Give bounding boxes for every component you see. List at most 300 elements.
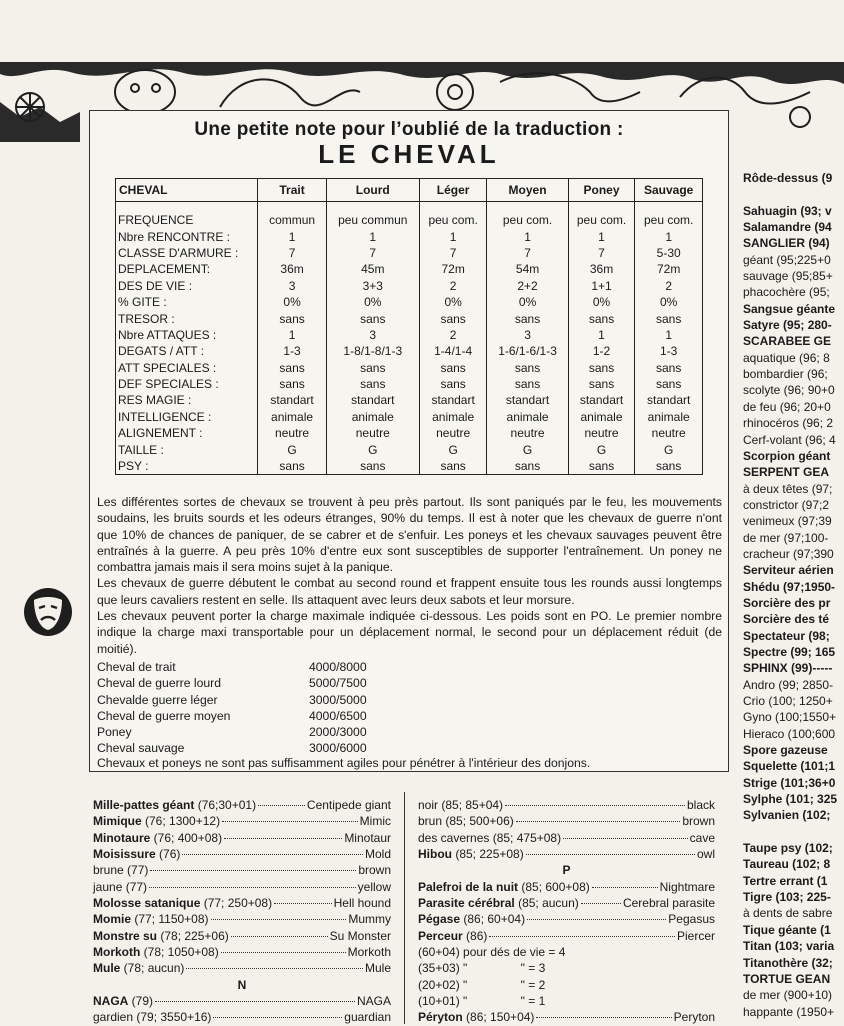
- index-entry: [93, 993, 391, 1009]
- load-name: Cheval de guerre lourd: [97, 676, 221, 691]
- table-row: [116, 212, 703, 228]
- entry-bold-name: Monstre su: [93, 928, 158, 943]
- entry-name: [418, 797, 503, 813]
- entry-translation: black: [686, 798, 715, 812]
- table-cell: sans: [419, 360, 487, 376]
- table-cell: peu com.: [568, 212, 635, 228]
- column-header: Léger: [419, 179, 487, 202]
- leader-dots: [527, 919, 666, 920]
- entry-ref: jaune (77): [93, 879, 148, 894]
- entry-ref: (85; 600+08): [518, 879, 590, 894]
- column-header: Poney: [568, 179, 635, 202]
- table-cell: 2: [419, 327, 487, 343]
- load-row: [97, 724, 367, 740]
- stats-table: [115, 178, 703, 475]
- index-entry: cracheur (97;390: [743, 546, 834, 561]
- leader-dots: [563, 838, 688, 839]
- index-entry: Sylvanien (102;: [743, 808, 831, 823]
- entry-bold-name: Palefroi de la nuit: [418, 879, 519, 894]
- entry-name: [93, 862, 148, 878]
- leader-dots: [516, 821, 681, 822]
- row-label: DEGATS / ATT :: [116, 343, 258, 359]
- index-letter-header: P: [562, 863, 571, 878]
- entry-ref: (76): [155, 847, 181, 862]
- table-cell: peu com.: [419, 212, 487, 228]
- table-cell: neutre: [326, 425, 419, 441]
- load-value: 4000/8000: [309, 660, 367, 674]
- table-cell: 2: [635, 278, 703, 294]
- leader-dots: [149, 887, 356, 888]
- index-entry: constrictor (97;2: [743, 497, 830, 512]
- entry-bold-name: Hibou: [418, 847, 452, 862]
- entry-translation: Minotaur: [344, 830, 391, 845]
- index-entry: Spectre (99; 165: [743, 644, 836, 659]
- leader-dots: [536, 1017, 671, 1018]
- table-row: [116, 392, 703, 408]
- theater-mask-icon: [22, 586, 74, 638]
- table-cell: peu com.: [487, 212, 568, 228]
- table-cell: 7: [419, 245, 487, 261]
- index-entry: [93, 911, 391, 927]
- table-cell: 1+1: [568, 278, 635, 294]
- index-entry: Hieraco (100;600: [743, 726, 836, 741]
- index-entry: [93, 960, 391, 976]
- entry-translation: Centipede giant: [306, 798, 391, 812]
- right-index-column: [743, 170, 844, 1020]
- table-cell: sans: [635, 310, 703, 326]
- table-cell: standart: [487, 392, 568, 408]
- index-entry: SANGLIER (94): [743, 236, 830, 251]
- index-entry: Tique géante (1: [743, 922, 831, 937]
- table-cell: sans: [568, 458, 635, 475]
- entry-ref: (76;30+01): [194, 798, 257, 812]
- entry-translation: Cerebral parasite: [622, 896, 715, 911]
- row-label: RES MAGIE :: [116, 392, 258, 408]
- index-entry: [418, 846, 715, 862]
- index-entry: Cerf-volant (96; 4: [743, 432, 836, 447]
- table-cell: 45m: [326, 261, 419, 277]
- index-entry: de feu (96; 20+0: [743, 399, 831, 414]
- table-cell: 0%: [487, 294, 568, 310]
- leader-dots: [222, 821, 358, 822]
- row-label: DES DE VIE :: [116, 278, 258, 294]
- index-entry: Sylphe (101; 325: [743, 792, 838, 807]
- index-entry: happante (1950+: [743, 1004, 835, 1019]
- index-note: (35+03) " " = 3: [418, 961, 546, 976]
- load-list: [97, 659, 367, 757]
- load-value: 4000/6500: [309, 708, 367, 723]
- row-label: Nbre RENCONTRE :: [116, 228, 258, 244]
- table-cell: 1-3: [635, 343, 703, 359]
- table-row: [116, 458, 703, 475]
- table-cell: 1: [487, 228, 568, 244]
- leader-dots: [231, 936, 328, 937]
- table-cell: 1: [419, 228, 487, 244]
- table-cell: sans: [568, 360, 635, 376]
- description-paragraph: Les chevaux peuvent porter la charge maximale indiquée ci-dessous. Les poids sont en PO. Le premier nombre indique la charge maxi transportable pour un déplacement normal, le second pour un déplacement réduit (de moitié).: [97, 609, 722, 656]
- row-label: TRESOR :: [116, 310, 258, 326]
- entry-bold-name: Moisissure: [93, 847, 156, 862]
- leader-dots: [150, 870, 356, 871]
- table-row: [116, 409, 703, 425]
- table-cell: 3: [258, 278, 326, 294]
- description-paragraph: Les chevaux de guerre débutent le combat au second round et frappent ensuite tous les rounds aussi longtemps que leurs cavaliers restent en selle. Ils attaquent avec leurs deux sabots et leur morsure.: [97, 576, 722, 607]
- table-cell: 1: [326, 228, 419, 244]
- index-entry: [418, 879, 715, 895]
- entry-translation: guardian: [344, 1010, 391, 1025]
- row-label: TAILLE :: [116, 441, 258, 457]
- load-name: Cheval de trait: [97, 660, 176, 674]
- index-entry: Gyno (100;1550+: [743, 710, 837, 725]
- entry-bold-name: NAGA: [93, 994, 129, 1009]
- table-cell: neutre: [568, 425, 635, 441]
- index-entry: [93, 944, 391, 960]
- leader-dots: [526, 854, 695, 855]
- index-entry: [93, 862, 391, 878]
- index-entry: Spectateur (98;: [743, 628, 830, 643]
- index-entry: Titan (103; varia: [743, 939, 835, 954]
- entry-translation: Piercer: [676, 928, 715, 943]
- table-cell: sans: [258, 376, 326, 392]
- description: [97, 494, 722, 657]
- index-entry: [93, 1009, 391, 1025]
- entry-name: [418, 895, 579, 911]
- load-row: [97, 692, 367, 708]
- entry-bold-name: Pégase: [418, 912, 461, 927]
- table-cell: 7: [487, 245, 568, 261]
- entry-translation: Nightmare: [659, 879, 715, 894]
- cheval-article-box: [89, 110, 729, 772]
- entry-translation: Mummy: [348, 912, 391, 927]
- entry-name: [93, 846, 180, 862]
- table-cell: sans: [635, 458, 703, 475]
- table-cell: 5-30: [635, 245, 703, 261]
- entry-name: [418, 846, 524, 862]
- leader-dots: [221, 952, 346, 953]
- table-cell: G: [258, 441, 326, 457]
- row-label: % GITE :: [116, 294, 258, 310]
- note-title: Une petite note pour l’oublié de la traduction :: [194, 119, 624, 140]
- entry-translation: Morkoth: [347, 945, 391, 960]
- table-cell: 1: [568, 327, 635, 343]
- table-cell: neutre: [419, 425, 487, 441]
- table-cell: animale: [568, 409, 635, 425]
- load-name: Cheval de guerre moyen: [97, 708, 231, 723]
- table-cell: 1: [258, 228, 326, 244]
- table-cell: peu com.: [635, 212, 703, 228]
- leader-dots: [155, 1001, 355, 1002]
- load-row: [97, 708, 367, 724]
- entry-translation: Su Monster: [329, 928, 391, 943]
- table-cell: sans: [568, 310, 635, 326]
- entry-translation: brown: [682, 814, 715, 829]
- table-cell: sans: [487, 360, 568, 376]
- entry-translation: Hell hound: [333, 896, 391, 911]
- entry-ref: brune (77): [93, 863, 149, 878]
- load-value: 2000/3000: [309, 725, 367, 740]
- table-cell: G: [419, 441, 487, 457]
- table-cell: sans: [258, 360, 326, 376]
- table-row: [116, 360, 703, 376]
- load-name: Chevalde guerre léger: [97, 692, 218, 707]
- table-cell: 0%: [258, 294, 326, 310]
- column-header: Sauvage: [635, 179, 703, 202]
- index-entry: Titanothère (32;: [743, 955, 833, 970]
- entry-ref: (78; 1050+08): [140, 945, 219, 960]
- entry-ref: brun (85; 500+06): [418, 814, 514, 829]
- description-paragraph: Les différentes sortes de chevaux se trouvent à peu près partout. Ils sont paniqués par le feu, les mouvements soudains, les bruits sourds et les odeurs étranges, 90% du temps. Il est à noter que les chevaux de guerre n'ont que 10% de chances de paniquer, de se cabrer et de s'enfuir. Les poneys et les chevaux sauvages peuvent être entraînés à la guerre. A peu près 10% d'entre eux sont susceptibles de supporter l'entraînement. Un poney ne combattra jamais mais il sera moins sujet à la panique.: [97, 495, 722, 575]
- index-entry: [418, 977, 715, 993]
- table-cell: 1: [635, 327, 703, 343]
- index-entry: à dents de sabre: [743, 906, 833, 921]
- load-value: 3000/5000: [309, 692, 367, 707]
- table-row: [116, 310, 703, 326]
- entry-translation: owl: [696, 847, 715, 862]
- row-label: ALIGNEMENT :: [116, 425, 258, 441]
- index-entry: Taupe psy (102;: [743, 841, 833, 856]
- load-row: [97, 659, 367, 675]
- entry-name: [93, 960, 184, 976]
- row-label: DEF SPECIALES :: [116, 376, 258, 392]
- entry-name: [93, 830, 222, 846]
- index-entry: Taureau (102; 8: [743, 857, 831, 872]
- load-value: 5000/7500: [309, 676, 367, 691]
- index-letter-header: N: [237, 977, 247, 992]
- row-label: Nbre ATTAQUES :: [116, 327, 258, 343]
- entry-bold-name: Perceur: [418, 928, 463, 943]
- leader-dots: [581, 903, 621, 904]
- table-cell: G: [635, 441, 703, 457]
- entry-name: [93, 879, 147, 895]
- leader-dots: [489, 936, 675, 937]
- entry-ref: (77; 250+08): [200, 896, 273, 911]
- table-cell: sans: [258, 310, 326, 326]
- index-entry: Strige (101;36+0: [743, 775, 836, 790]
- row-label: CLASSE D'ARMURE :: [116, 245, 258, 261]
- entry-bold-name: Péryton: [418, 1010, 463, 1025]
- index-entry: Tertre errant (1: [743, 873, 828, 888]
- table-cell: 1: [635, 228, 703, 244]
- table-cell: 0%: [326, 294, 419, 310]
- entry-translation: Mimic: [359, 814, 391, 829]
- index-entry: [418, 895, 715, 911]
- load-row: [97, 675, 367, 691]
- entry-name: [93, 911, 209, 927]
- entry-name: [93, 895, 272, 911]
- table-cell: commun: [258, 212, 326, 228]
- table-cell: 72m: [635, 261, 703, 277]
- table-cell: sans: [419, 458, 487, 475]
- index-entry: [93, 879, 391, 895]
- table-cell: sans: [326, 458, 419, 475]
- index-entry: [418, 830, 715, 846]
- table-cell: 36m: [258, 261, 326, 277]
- entry-name: [93, 797, 256, 813]
- index-entry: [93, 830, 391, 846]
- leader-dots: [186, 968, 363, 969]
- table-cell: 0%: [635, 294, 703, 310]
- index-entry: [93, 797, 391, 813]
- index-entry: [93, 928, 391, 944]
- index-entry: [418, 928, 715, 944]
- entry-translation: NAGA: [356, 994, 391, 1009]
- index-entry: Serviteur aérien: [743, 563, 834, 578]
- index-entry: Squelette (101;1: [743, 759, 836, 774]
- index-entry: [93, 846, 391, 862]
- table-cell: G: [326, 441, 419, 457]
- table-cell: sans: [487, 458, 568, 475]
- column-header: CHEVAL: [116, 179, 258, 202]
- table-cell: animale: [635, 409, 703, 425]
- final-note: Chevaux et poneys ne sont pas suffisamment agiles pour pénétrer à l'intérieur des donjons.: [97, 756, 591, 770]
- entry-ref: (86; 150+04): [462, 1010, 535, 1025]
- entry-bold-name: Molosse satanique: [93, 896, 201, 911]
- entry-name: [93, 928, 229, 944]
- table-cell: animale: [487, 409, 568, 425]
- entry-name: [418, 879, 590, 895]
- index-entry: [418, 813, 715, 829]
- index-entry: [93, 813, 391, 829]
- index-entry: Spore gazeuse: [743, 743, 828, 758]
- index-entry: [418, 993, 715, 1009]
- leader-dots: [224, 838, 342, 839]
- entry-translation: Peryton: [673, 1010, 715, 1025]
- entry-name: [418, 928, 487, 944]
- index-entry: [418, 911, 715, 927]
- table-cell: standart: [635, 392, 703, 408]
- table-cell: sans: [326, 376, 419, 392]
- index-entry: Sahuagin (93; v: [743, 203, 832, 218]
- entry-name: [418, 911, 525, 927]
- table-cell: sans: [635, 376, 703, 392]
- index-entry: TORTUE GEAN: [743, 971, 831, 986]
- table-cell: G: [487, 441, 568, 457]
- index-entry: SPHINX (99)-----: [743, 661, 833, 676]
- index-entry: géant (95;225+0: [743, 252, 831, 267]
- entry-name: [93, 813, 220, 829]
- index-entry: de mer (900+10): [743, 988, 833, 1003]
- table-cell: standart: [258, 392, 326, 408]
- index-entry: Rôde-dessus (9: [743, 171, 833, 185]
- index-entry: [418, 797, 715, 813]
- index-entry: [418, 960, 715, 976]
- index-entry: rhinocéros (96; 2: [743, 416, 834, 431]
- table-cell: 1-3: [258, 343, 326, 359]
- table-cell: sans: [419, 376, 487, 392]
- table-cell: standart: [568, 392, 635, 408]
- entry-name: [418, 813, 514, 829]
- entry-ref: (85; 225+08): [452, 847, 524, 862]
- entry-translation: yellow: [357, 879, 391, 894]
- table-row: [116, 294, 703, 310]
- index-entry: [418, 944, 715, 960]
- column-divider: [404, 792, 405, 1024]
- table-cell: sans: [419, 310, 487, 326]
- entry-bold-name: Mille-pattes géant: [93, 798, 195, 812]
- index-column-left: [93, 797, 391, 1026]
- entry-ref: (85; aucun): [514, 896, 579, 911]
- index-entry: [743, 186, 844, 202]
- table-cell: neutre: [258, 425, 326, 441]
- table-cell: 36m: [568, 261, 635, 277]
- entry-name: [93, 944, 219, 960]
- index-entry: SCARABEE GE: [743, 334, 832, 349]
- index-entry: Sangsue géante: [743, 301, 836, 316]
- entry-ref: (76; 1300+12): [141, 814, 221, 829]
- load-name: Poney: [97, 725, 132, 740]
- table-cell: sans: [326, 310, 419, 326]
- leader-dots: [182, 854, 363, 855]
- index-entry: scolyte (96; 90+0: [743, 383, 835, 398]
- table-cell: 1-4/1-4: [419, 343, 487, 359]
- leader-dots: [258, 805, 305, 806]
- index-entry: Crio (100; 1250+: [743, 694, 833, 708]
- table-cell: standart: [419, 392, 487, 408]
- column-header: Moyen: [487, 179, 568, 202]
- entry-ref: noir (85; 85+04): [418, 798, 504, 812]
- table-cell: 1: [568, 228, 635, 244]
- index-entry: phacochère (95;: [743, 285, 830, 300]
- entry-ref: (79): [128, 994, 154, 1009]
- table-cell: sans: [326, 360, 419, 376]
- table-cell: sans: [635, 360, 703, 376]
- index-entry: [418, 1009, 715, 1025]
- load-value: 3000/6000: [309, 741, 367, 756]
- entry-ref: (86; 60+04): [460, 912, 526, 927]
- index-entry: Salamandre (94: [743, 220, 832, 235]
- table-cell: 3: [326, 327, 419, 343]
- table-cell: 2+2: [487, 278, 568, 294]
- table-cell: neutre: [487, 425, 568, 441]
- table-row: [116, 261, 703, 277]
- leader-dots: [211, 919, 347, 920]
- table-cell: sans: [568, 376, 635, 392]
- index-entry: Andro (99; 2850-: [743, 677, 834, 692]
- table-cell: peu commun: [326, 212, 419, 228]
- index-entry: Sorcière des té: [743, 612, 830, 627]
- index-entry: Shédu (97;1950-: [743, 579, 836, 594]
- entry-name: [93, 1009, 211, 1025]
- index-entry: sauvage (95;85+: [743, 269, 833, 284]
- table-cell: sans: [487, 376, 568, 392]
- index-entry: Tigre (103; 225-: [743, 890, 831, 905]
- entry-name: [418, 830, 561, 846]
- table-cell: animale: [258, 409, 326, 425]
- load-name: Cheval sauvage: [97, 741, 185, 756]
- table-cell: 72m: [419, 261, 487, 277]
- main-title: LE CHEVAL: [318, 139, 500, 169]
- table-cell: 1: [258, 327, 326, 343]
- table-row: [116, 327, 703, 343]
- index-entry: aquatique (96; 8: [743, 350, 830, 365]
- column-header: Trait: [258, 179, 326, 202]
- table-row: [116, 376, 703, 392]
- entry-translation: brown: [358, 863, 391, 878]
- index-entry: à deux têtes (97;: [743, 481, 833, 496]
- entry-translation: Mold: [364, 847, 391, 862]
- table-cell: sans: [487, 310, 568, 326]
- entry-translation: Pegasus: [668, 912, 715, 927]
- entry-ref: gardien (79; 3550+16): [93, 1010, 212, 1025]
- entry-translation: cave: [689, 830, 715, 845]
- table-cell: 1-8/1-8/1-3: [326, 343, 419, 359]
- table-cell: animale: [419, 409, 487, 425]
- table-cell: 3+3: [326, 278, 419, 294]
- row-label: FREQUENCE: [116, 212, 258, 228]
- index-entry: bombardier (96;: [743, 367, 828, 382]
- index-entry: de mer (97;100-: [743, 530, 829, 545]
- entry-bold-name: Mule: [93, 961, 121, 976]
